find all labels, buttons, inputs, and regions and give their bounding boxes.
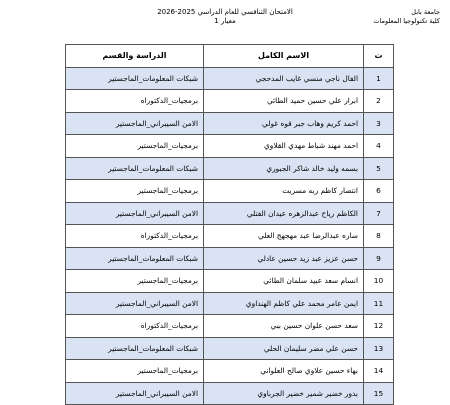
row-number: 8	[364, 225, 394, 248]
row-full-name: بدور خضير شمير خضير الجرباوي	[204, 382, 364, 405]
column-header-department: الدراسة والقسم	[66, 45, 204, 68]
row-number: 2	[364, 90, 394, 113]
row-number: 7	[364, 202, 394, 225]
row-department: الامن السيبراني_الماجستير	[66, 202, 204, 225]
row-department: برمجيات_الماجستير	[66, 360, 204, 383]
exam-title: الامتحان التنافسي للعام الدراسي 2025-2026	[157, 8, 293, 16]
row-number: 4	[364, 135, 394, 158]
table-row	[66, 292, 394, 315]
criterion-label: معيار 1	[214, 17, 236, 25]
table-row	[66, 67, 394, 90]
row-number: 6	[364, 180, 394, 203]
table-row	[66, 337, 394, 360]
row-full-name: انتصار كاظم ربه مسريت	[204, 180, 364, 203]
row-number: 13	[364, 337, 394, 360]
table-row	[66, 315, 394, 338]
row-full-name: احمد كريم وهاب جبر قوه غولي	[204, 112, 364, 135]
row-number: 11	[364, 292, 394, 315]
row-number: 9	[364, 247, 394, 270]
row-full-name: حسن علي مضر سليمان الحلي	[204, 337, 364, 360]
row-number: 3	[364, 112, 394, 135]
row-department: برمجيات_الماجستير	[66, 270, 204, 293]
table-row	[66, 360, 394, 383]
row-department: برمجيات_الماجستير	[66, 180, 204, 203]
row-number: 14	[364, 360, 394, 383]
row-department: الامن السيبراني_الماجستير	[66, 382, 204, 405]
college-name: كلية تكنولوجيا المعلومات	[373, 17, 440, 25]
row-number: 10	[364, 270, 394, 293]
row-department: شبكات المعلومات_الماجستير	[66, 247, 204, 270]
table-row	[66, 247, 394, 270]
row-full-name: بهاء حسين علاوي صالح العلواني	[204, 360, 364, 383]
row-department: شبكات المعلومات_الماجستير	[66, 337, 204, 360]
row-department: الامن السيبراني_الماجستير	[66, 112, 204, 135]
column-header-number: ت	[364, 45, 394, 68]
row-department: الامن السيبراني_الماجستير	[66, 292, 204, 315]
table-row	[66, 135, 394, 158]
row-full-name: ايمن عامر محمد علي كاظم الهنداوي	[204, 292, 364, 315]
exam-header	[130, 8, 320, 26]
column-header-name: الاسم الكامل	[204, 45, 364, 68]
row-number: 15	[364, 382, 394, 405]
table-header-row	[66, 45, 394, 68]
row-department: برمجيات_الدكتوراه	[66, 315, 204, 338]
row-full-name: انسام سعد عبيد سلمان الطائي	[204, 270, 364, 293]
row-department: شبكات المعلومات_الماجستير	[66, 157, 204, 180]
institution-header	[373, 8, 440, 26]
table-row	[66, 112, 394, 135]
candidates-table	[65, 44, 394, 405]
row-full-name: الفال ناجي منسي غايب المدحجي	[204, 67, 364, 90]
row-number: 5	[364, 157, 394, 180]
table-row	[66, 157, 394, 180]
row-full-name: سعد حسن علوان حسين ببي	[204, 315, 364, 338]
table-row	[66, 90, 394, 113]
row-full-name: بسمه وليد خالد شاكر الجبوري	[204, 157, 364, 180]
row-department: برمجيات_الماجستير	[66, 135, 204, 158]
table-row	[66, 202, 394, 225]
row-full-name: الكاظم رياح عبدالزهره عيدان الفتلي	[204, 202, 364, 225]
table-row	[66, 382, 394, 405]
row-department: شبكات المعلومات_الماجستير	[66, 67, 204, 90]
table-row	[66, 180, 394, 203]
university-name: جامعة بابل	[411, 8, 440, 16]
table-row	[66, 270, 394, 293]
row-department: برمجيات_الدكتوراه	[66, 90, 204, 113]
row-full-name: ابرار علي حسين حميد الطائي	[204, 90, 364, 113]
row-number: 12	[364, 315, 394, 338]
table-row	[66, 225, 394, 248]
row-department: برمجيات_الدكتوراه	[66, 225, 204, 248]
row-full-name: احمد مهند شباط مهدي القلاوي	[204, 135, 364, 158]
row-number: 1	[364, 67, 394, 90]
row-full-name: ساره عبدالرضا عبد مهجهج العلي	[204, 225, 364, 248]
row-full-name: حسن عزيز عبد زيد حسين عادلي	[204, 247, 364, 270]
